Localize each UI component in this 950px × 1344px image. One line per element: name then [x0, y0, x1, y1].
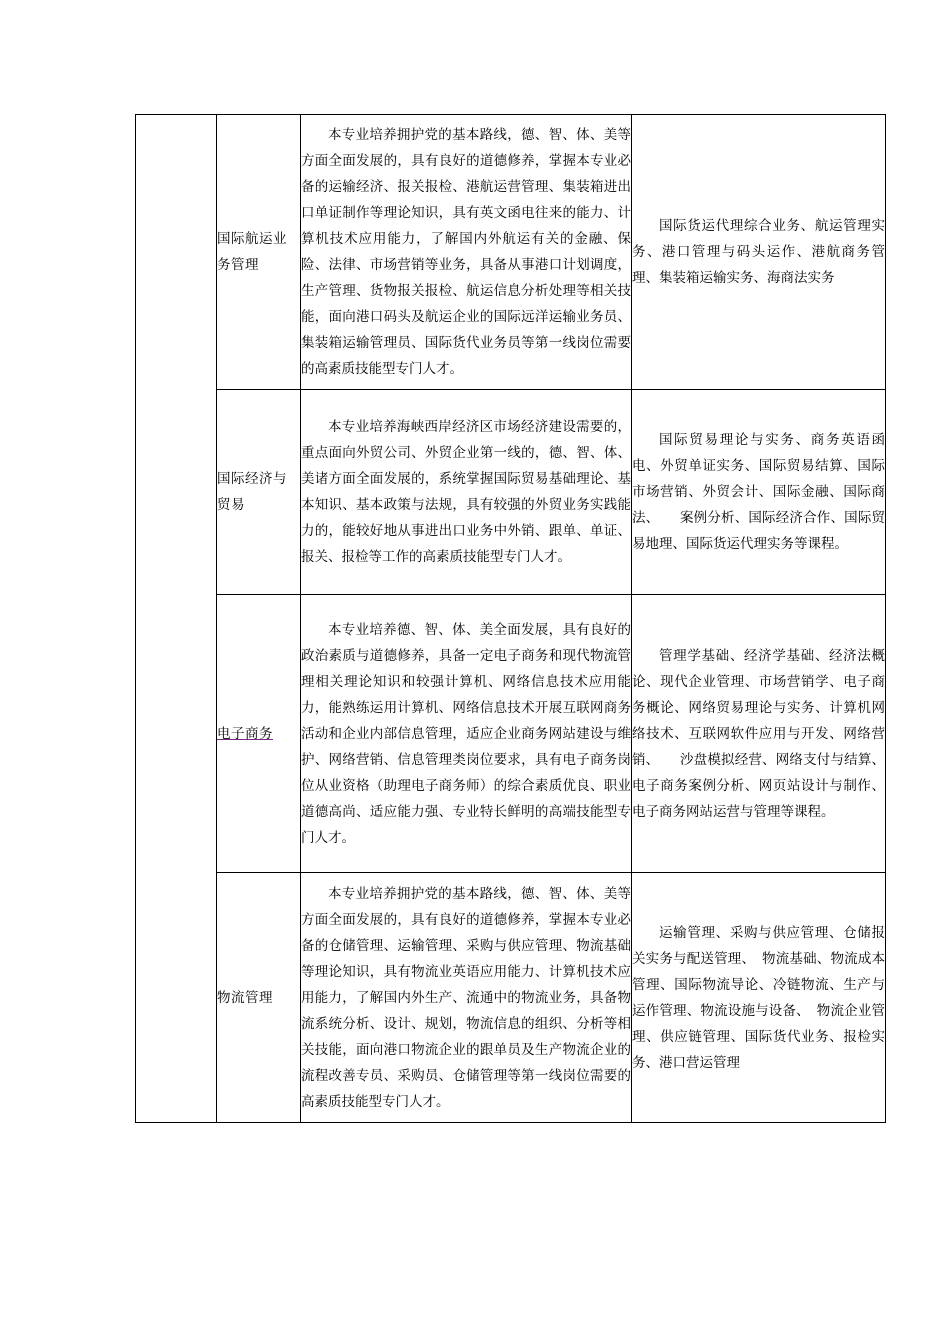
course-list: 国际贸易理论与实务、商务英语函电、外贸单证实务、国际贸易结算、国际市场营销、外贸会计、国际金融、国际商法、 案例分析、国际经济合作、国际贸易地理、国际货运代理实务等课程。 [632, 432, 885, 552]
major-name: 国际航运业务管理 [217, 231, 287, 273]
major-name: 物流管理 [217, 989, 273, 1006]
major-description-cell [301, 595, 632, 873]
course-list: 管理学基础、经济学基础、经济法概论、现代企业管理、市场营销学、电子商务概论、网络贸易理论与实务、计算机网络技术、互联网软件应用与开发、网络营销、 沙盘模拟经营、网络支付与结算、电子商务案例分析、网页站设计与制作、电子商务网站运营与管理等课程。 [632, 647, 885, 820]
major-description: 本专业培养德、智、体、美全面发展，具有良好的政治素质与道德修养，具备一定电子商务和现代物流管理相关理论知识和较强计算机、网络信息技术应用能力，能熟练运用计算机、网络信息技术开展互联网商务活动和企业内部信息管理，适应企业商务网站建设与维护、网络营销、信息管理类岗位要求，具有电子商务岗位从业资格（助理电子商务师）的综合素质优良、职业道德高尚、适应能力强、专业特长鲜明的高端技能型专门人才。 [301, 621, 631, 846]
department-cell [136, 115, 217, 1123]
major-description: 本专业培养海峡西岸经济区市场经济建设需要的，重点面向外贸公司、外贸企业第一线的，德、智、体、美诸方面全面发展的，系统掌握国际贸易基础理论、基本知识、基本政策与法规，具有较强的外贸业务实践能力的，能较好地从事进出口业务中外销、跟单、单证、报关、报检等工作的高素质技能型专门人才。 [301, 419, 631, 565]
major-name-cell [217, 390, 301, 595]
course-list-cell [632, 595, 886, 873]
table-row [136, 873, 886, 1123]
major-name-cell [217, 873, 301, 1123]
course-list: 国际货运代理综合业务、航运管理实务、港口管理与码头运作、港航商务管理、集装箱运输实务、海商法实务 [632, 218, 885, 286]
major-name-link[interactable]: 电子商务 [217, 725, 273, 742]
table-row [136, 390, 886, 595]
major-name-cell [217, 115, 301, 390]
course-list: 运输管理、采购与供应管理、仓储报关实务与配送管理、 物流基础、物流成本管理、国际物流导论、冷链物流、生产与运作管理、物流设施与设备、 物流企业管理、供应链管理、国际货代业务、报检实务、港口营运管理 [632, 924, 885, 1071]
major-name: 国际经济与贸易 [217, 471, 287, 513]
major-table [135, 114, 886, 1123]
major-description-cell [301, 390, 632, 595]
table-row [136, 115, 886, 390]
major-description: 本专业培养拥护党的基本路线，德、智、体、美等方面全面发展的，具有良好的道德修养，掌握本专业必备的仓储管理、运输管理、采购与供应管理、物流基础等理论知识，具有物流业英语应用能力、计算机技术应用能力，了解国内外生产、流通中的物流业务，具备物流系统分析、设计、规划，物流信息的组织、分析等相关技能，面向港口物流企业的跟单员及生产物流企业的流程改善专员、采购员、仓储管理等第一线岗位需要的高素质技能型专门人才。 [301, 885, 631, 1110]
major-description: 本专业培养拥护党的基本路线，德、智、体、美等方面全面发展的，具有良好的道德修养，掌握本专业必备的运输经济、报关报检、港航运营管理、集装箱进出口单证制作等理论知识，具有英文函电往来的能力、计算机技术应用能力，了解国内外航运有关的金融、保险、法律、市场营销等业务，具备从事港口计划调度，生产管理、货物报关报检、航运信息分析处理等相关技能，面向港口码头及航运企业的国际远洋运输业务员、集装箱运输管理员、国际货代业务员等第一线岗位需要的高素质技能型专门人才。 [301, 127, 631, 377]
course-list-cell [632, 115, 886, 390]
major-name-cell [217, 595, 301, 873]
table-row [136, 595, 886, 873]
course-list-cell [632, 873, 886, 1123]
major-description-cell [301, 115, 632, 390]
course-list-cell [632, 390, 886, 595]
major-description-cell [301, 873, 632, 1123]
